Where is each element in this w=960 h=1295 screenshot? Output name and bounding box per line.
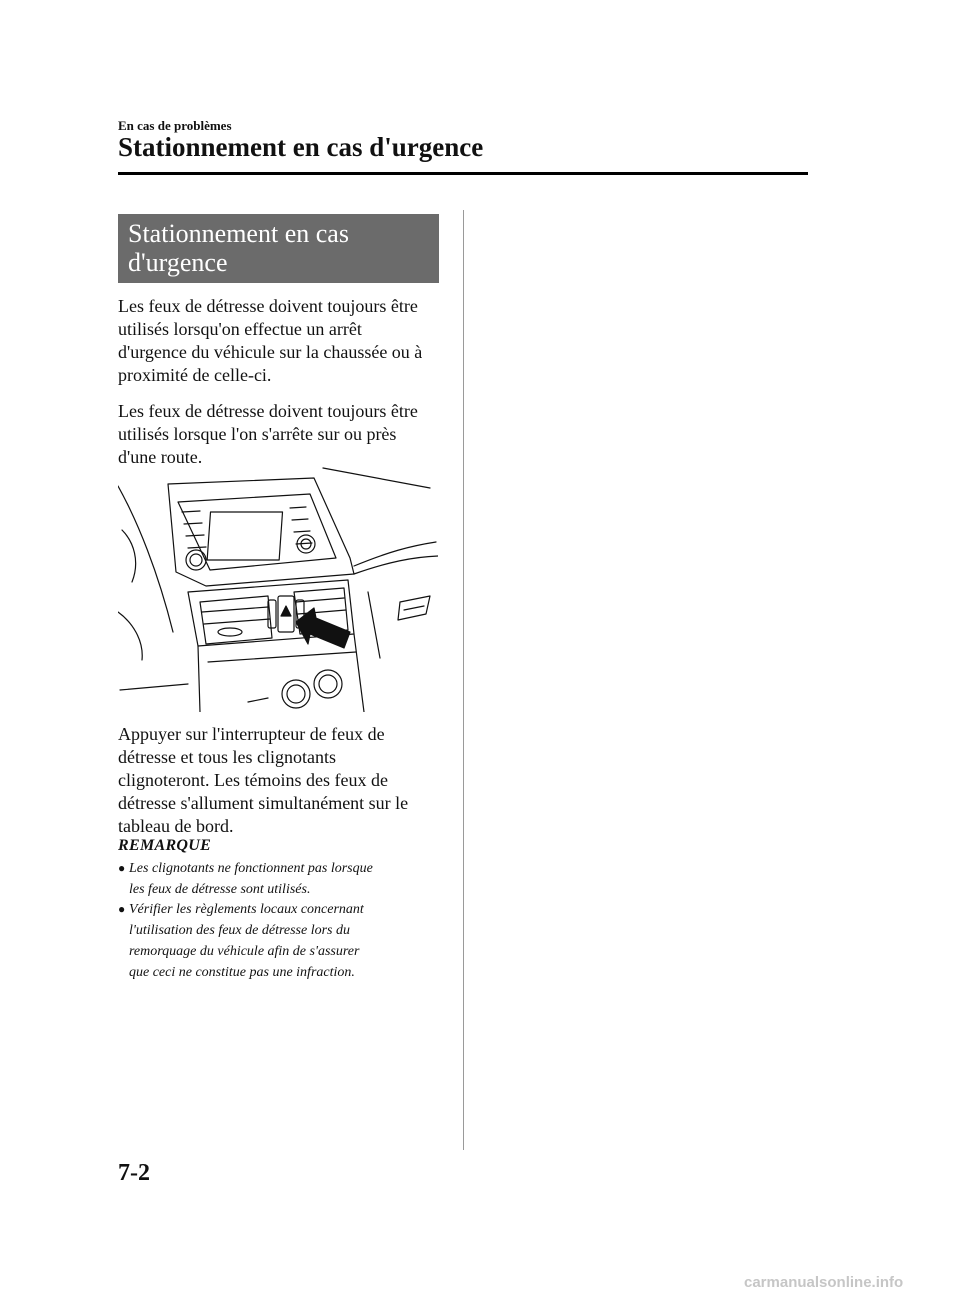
section-title: Stationnement en cas d'urgence [118,132,484,162]
chapter-label: En cas de problèmes [118,118,232,133]
section-heading-box [118,214,439,283]
paragraph-hazard-instructions [118,723,448,838]
watermark: carmanualsonline.info [744,1274,904,1291]
heading-line-2: d'urgence [128,248,228,277]
text-line: utilisés lorsque l'on s'arrête sur ou près [118,424,397,444]
hazard-switch-illustration [118,462,438,712]
text-line: Les feux de détresse doivent toujours être [118,401,418,421]
bullet-icon: ● [118,902,126,916]
note-line: que ceci ne constitue pas une infraction. [129,965,355,980]
page-number: 7-2 [118,1160,150,1186]
paragraph-road-stop [118,400,448,469]
text-line: détresse et tous les clignotants [118,747,336,767]
text-line: proximité de celle-ci. [118,365,272,385]
text-line: d'une route. [118,447,203,467]
heading-line-1: Stationnement en cas [128,219,349,248]
remarque-item [118,899,448,983]
remarque-item [118,858,448,900]
remarque-heading: REMARQUE [118,837,212,854]
note-line: remorquage du véhicule afin de s'assurer [129,944,360,959]
bullet-icon: ● [118,861,126,875]
text-line: clignoteront. Les témoins des feux de [118,770,388,790]
title-divider [118,172,808,175]
note-line: les feux de détresse sont utilisés. [129,882,311,897]
note-line: l'utilisation des feux de détresse lors du [129,923,351,938]
text-line: Les feux de détresse doivent toujours être [118,296,418,316]
note-line: Vérifier les règlements locaux concernant [129,902,364,917]
text-line: tableau de bord. [118,816,234,836]
paragraph-emergency-stop [118,295,448,387]
text-line: Appuyer sur l'interrupteur de feux de [118,724,385,744]
column-divider [463,210,464,1150]
text-line: utilisés lorsqu'on effectue un arrêt [118,319,362,339]
text-line: détresse s'allument simultanément sur le [118,793,409,813]
text-line: d'urgence du véhicule sur la chaussée ou à [118,342,423,362]
note-line: Les clignotants ne fonctionnent pas lorsque [129,861,373,876]
